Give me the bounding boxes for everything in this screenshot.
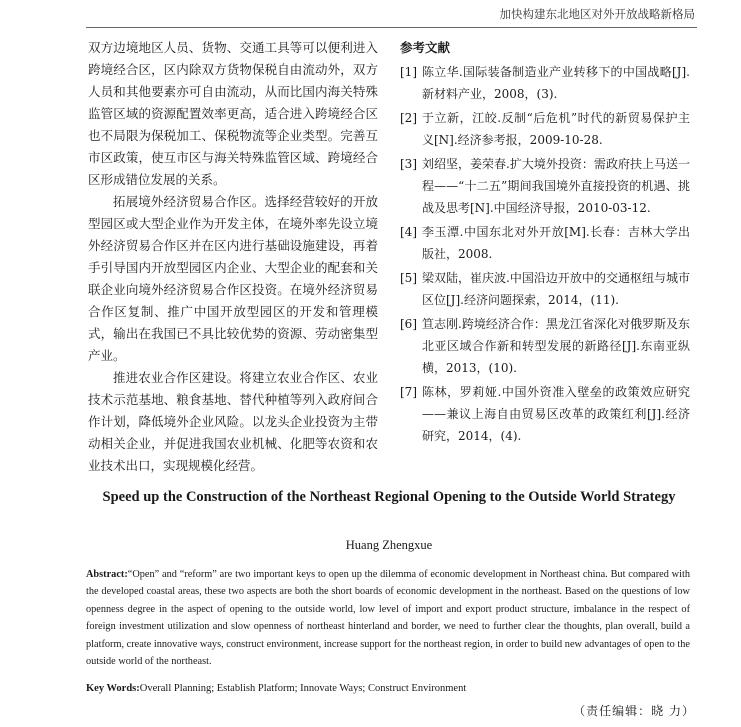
- reference-item: [400, 221, 690, 265]
- keywords-text: Overall Planning; Establish Platform; Innovate Ways; Construct Environment: [139, 683, 467, 694]
- reference-item: [400, 313, 690, 379]
- english-author: Huang Zhengxue: [345, 538, 433, 552]
- running-header: 加快构建东北地区对外开放战略新格局: [499, 7, 695, 21]
- reference-text: 刘绍坚，姜荣春.扩大境外投资：需政府扶上马送一程——“十二五”期间我国境外直接投资的机遇、挑战及思考[N].中国经济导报，2010-03-12.: [422, 157, 690, 215]
- reference-text: 于立新，江皎.反制“后危机”时代的新贸易保护主义[N].经济参考报，2009-10-28.: [422, 111, 690, 147]
- reference-number: [2]: [400, 111, 417, 125]
- reference-text: 陈林，罗莉娅.中国外资准入壁垒的政策效应研究——兼议上海自由贸易区改革的政策红利[J].经济研究，2014，(4).: [422, 385, 690, 443]
- body-paragraph-1: 双方边境地区人员、货物、交通工具等可以便利进入跨境经合区，区内除双方货物保税自由流动外，双方人员和其他要素亦可自由流动，从而比国内海关特殊监管区域的资源配置效率更高，适合进入跨境经合区也不局限为保税加工、保税物流等企业类型。完善互市区政策，使互市区与海关特殊监管区域、跨境经合区形成错位发展的关系。: [88, 40, 378, 187]
- references-title: 参考文献: [400, 40, 451, 55]
- reference-item: [400, 267, 690, 311]
- reference-number: [6]: [400, 317, 417, 331]
- reference-number: [3]: [400, 157, 417, 171]
- reference-number: [7]: [400, 385, 417, 399]
- reference-item: [400, 61, 690, 105]
- abstract-text: “Open” and “reform” are two important keys to open up the dilemma of economic development in Northeast china. But compared with the developed coastal areas, these two aspects are both the short boards of economic development in the northeast. Based on the questions of low openness degree in the aspect of opening to the outside world, low level of import and export product structure, imbalance in the respect of foreign investment utilization and slow openness of northeast hinterland and border, we need to further clear the thoughts, plan overall, build a platform, create innovative ways, construct environment, increase support for the northeast region, in order to build new advantages of open to the outside world of the northeast.: [86, 569, 690, 668]
- references-section: [400, 37, 690, 447]
- reference-item: [400, 107, 690, 151]
- english-title: Speed up the Construction of the Northeast Regional Opening to the Outside World Strategy: [102, 489, 676, 505]
- reference-number: [1]: [400, 65, 417, 79]
- responsible-editor: （责任编辑：晓 力）: [573, 704, 695, 718]
- english-keywords: [86, 683, 690, 694]
- keywords-label: Key Words:: [86, 683, 140, 694]
- body-paragraph-2: 拓展境外经济贸易合作区。选择经营较好的开放型园区或大型企业作为开发主体，在境外率先设立境外经济贸易合作区并在区内进行基础设施建设，再着手引导国内开放型园区内企业、大型企业的配套和关联企业向境外经济贸易合作区投资。在境外经济贸易合作区复制、推广中国开放型园区的开发和管理模式，输出在我国已不具比较优势的资源、劳动密集型产业。: [88, 194, 378, 363]
- reference-number: [5]: [400, 271, 417, 285]
- reference-text: 梁双陆，崔庆波.中国沿边开放中的交通枢纽与城市区位[J].经济问题探索，2014，(11).: [422, 271, 690, 307]
- reference-text: 笪志刚.跨境经济合作：黑龙江省深化对俄罗斯及东北亚区域合作新和转型发展的新路径[J].东南亚纵横，2013，(10).: [422, 317, 690, 375]
- reference-item: [400, 381, 690, 447]
- english-abstract: [86, 566, 690, 670]
- reference-number: [4]: [400, 225, 417, 239]
- abstract-label: Abstract:: [86, 569, 128, 580]
- reference-text: 李玉潭.中国东北对外开放[M].长春：吉林大学出版社，2008.: [422, 225, 690, 261]
- reference-text: 陈立华.国际装备制造业产业转移下的中国战略[J].新材料产业，2008，(3).: [422, 65, 690, 101]
- body-text-left-column: [88, 37, 378, 477]
- header-rule: [86, 27, 697, 28]
- reference-item: [400, 153, 690, 219]
- body-paragraph-3: 推进农业合作区建设。将建立农业合作区、农业技术示范基地、粮食基地、替代种植等列入政府间合作计划，降低境外企业风险。以龙头企业投资为主带动相关企业，并促进我国农业机械、化肥等农资和农业技术出口，实现规模化经营。: [88, 370, 378, 473]
